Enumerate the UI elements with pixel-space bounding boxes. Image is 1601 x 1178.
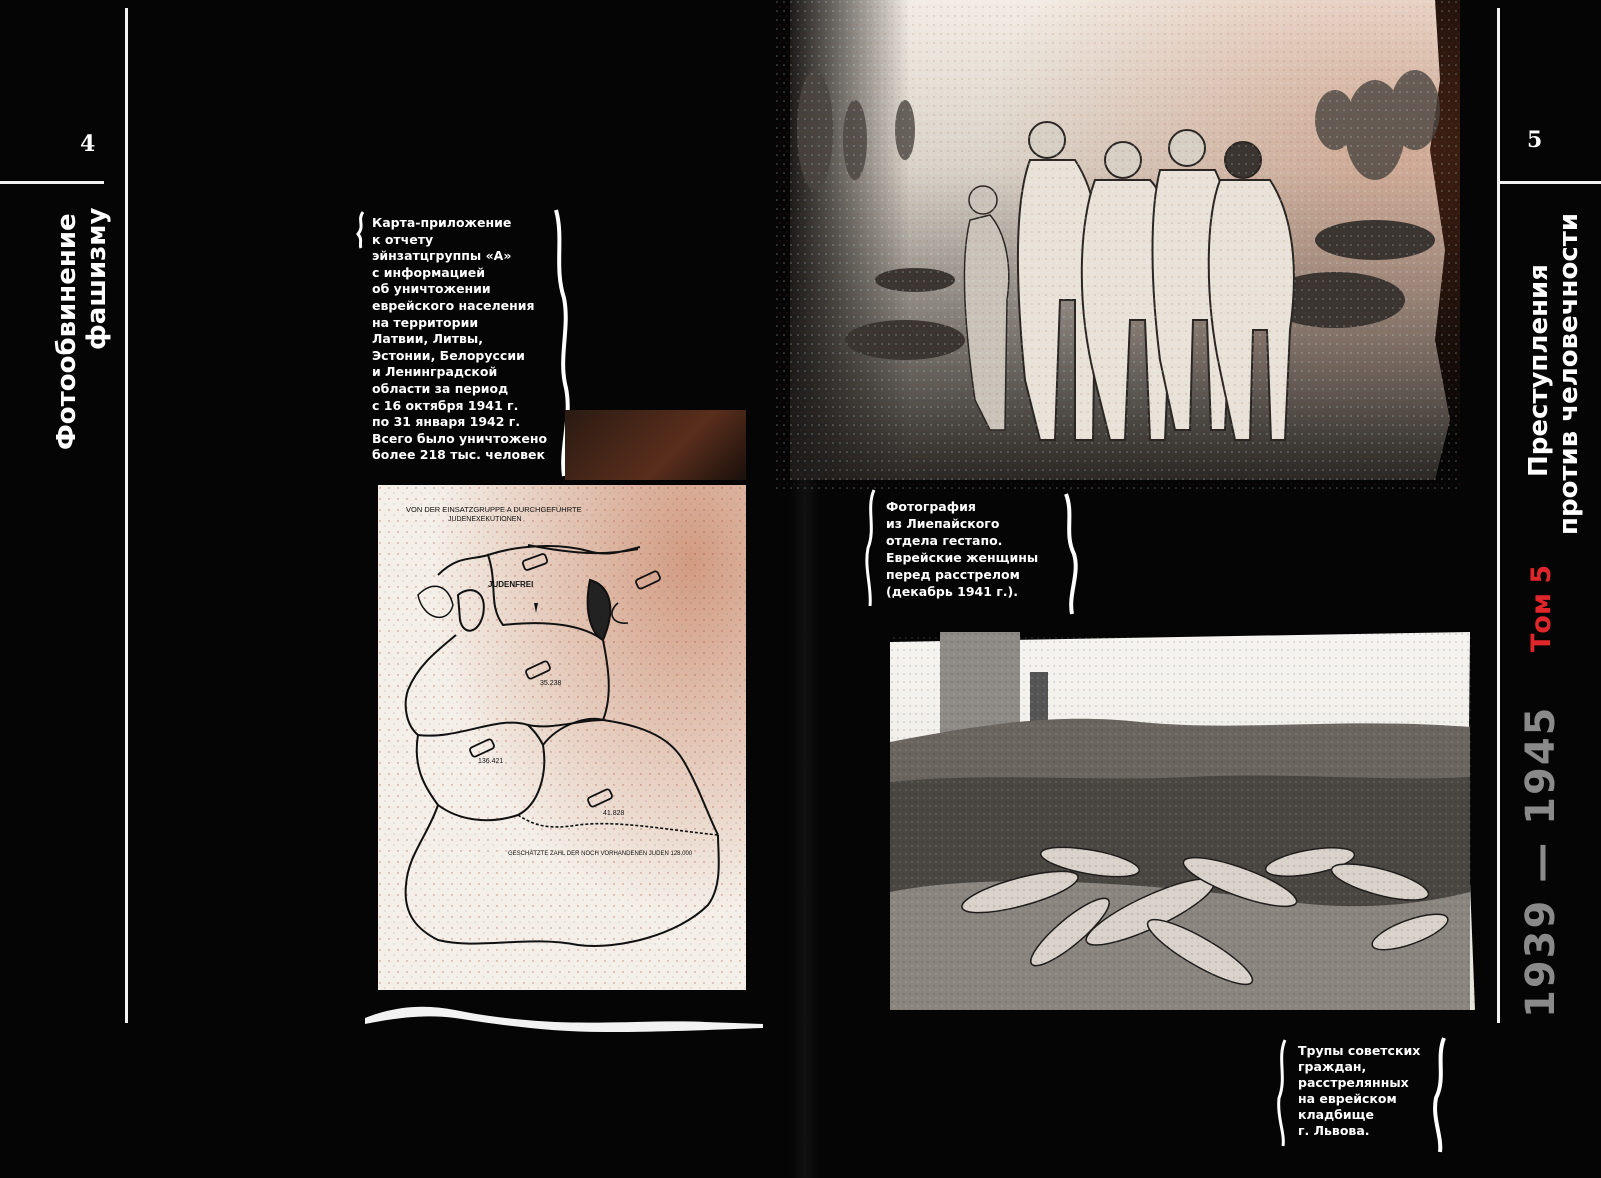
map-label-number-1: 35.238 [540, 680, 562, 687]
photo1-caption-bracket-left [862, 488, 880, 608]
map-header-line1: VON DER EINSATZGRUPPE A DURCHGEFÜHRTE [406, 505, 582, 514]
photo-liepaja-women [775, 0, 1460, 490]
photo2-caption: Трупы советских граждан, расстрелянных на еврейском кладбище г. Львова. [1298, 1043, 1421, 1138]
years-label: 1939 — 1945 [1518, 705, 1564, 1018]
left-side-title-line1: Фотообвинение [52, 213, 82, 450]
torn-paper-strip [365, 1000, 765, 1040]
photo-lviv-cemetery [890, 632, 1475, 1012]
map-header-line2: JUDENEXEKUTIONEN [448, 516, 522, 523]
map-label-number-3: 41.828 [603, 810, 625, 817]
map-label-number-2: 136.421 [478, 758, 504, 765]
map-drawing [378, 485, 746, 990]
right-page-number: 5 [1527, 127, 1543, 153]
photo1-caption: Фотография из Лиепайского отдела гестапо. Еврейские женщины перед расстрелом (декабрь 1941 г.). [886, 499, 1039, 599]
map-footer: GESCHÄTZTE ZAHL DER NOCH VORHANDENEN JUDEN 128.000 [508, 851, 693, 857]
left-page-number-rule [0, 181, 104, 184]
torn-paper-scrap [565, 410, 746, 480]
volume-label: Том 5 [1526, 564, 1557, 652]
right-margin-rule [1497, 8, 1500, 1023]
map-caption: Карта-приложение к отчету эйнзатцгруппы «А» с информацией об уничтожении еврейского населения на территории Латвии, Литвы, Эстонии, Белоруссии и Ленинградской области за период с 16 октября 1941 г. по 31 января 1942 г. Всего было уничтожено более 218 тыс. человек [372, 215, 548, 463]
map-label-judenfrei: JUDENFREI [488, 580, 534, 589]
right-page-number-rule [1497, 181, 1601, 184]
left-margin-rule [125, 8, 128, 1023]
map-caption-bracket-left [355, 210, 369, 250]
right-side-title [1524, 205, 1584, 535]
left-side-title [52, 190, 112, 450]
right-side-title-line1: Преступления [1524, 264, 1554, 477]
left-side-title-line2: фашизму [82, 207, 112, 350]
map-image [378, 485, 746, 990]
left-page-number: 4 [80, 131, 96, 157]
photo2-caption-bracket-left [1275, 1038, 1289, 1148]
right-side-title-line2: против человечности [1554, 212, 1584, 535]
